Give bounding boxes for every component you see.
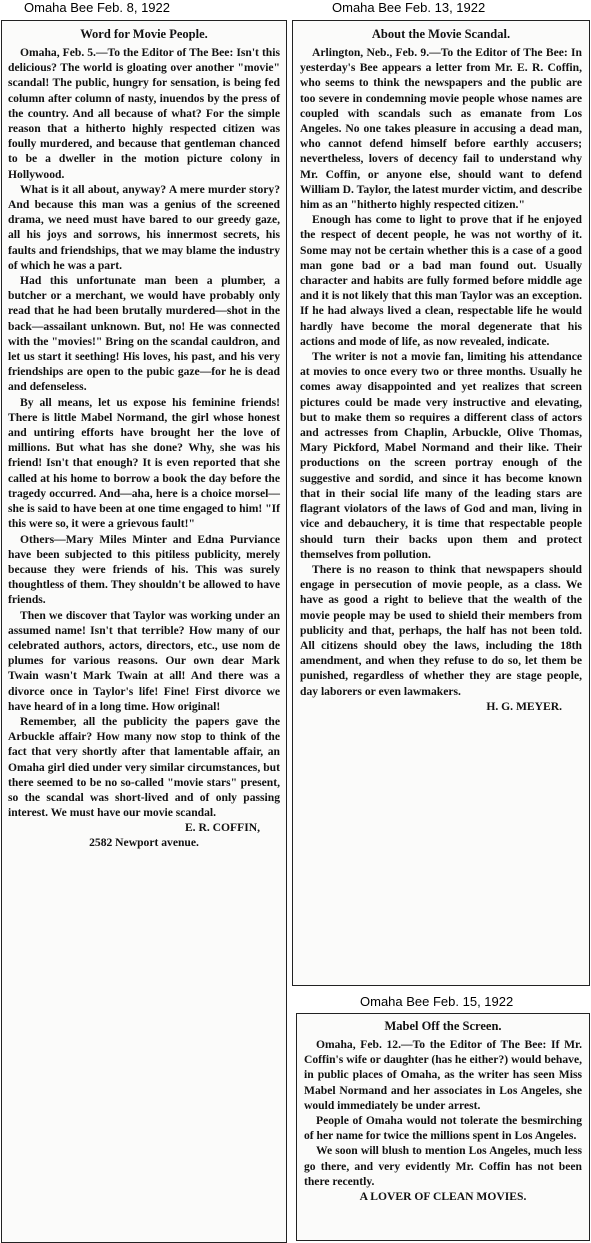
paragraph: What is it all about, anyway? A mere murder story? And because this man was a genius of the screened drama, we need must have bared to our greedy gaze, all his joys and sorrows, his innermost secrets, his faults and friendships, that we may blame the industry of which he was a part. bbox=[8, 182, 280, 272]
paragraph: Had this unfortunate man been a plumber, a butcher or a merchant, we would have probably only read that he had been brutally murdered—shot in the back—assailant unknown. But, no! He was connected with the "movies!" Bring on the scandal cauldron, and let us start it seething! His loves, his past, and his very friendships are open to the pubic gaze—for he is dead and defenseless. bbox=[8, 274, 280, 394]
signature: A LOVER OF CLEAN MOVIES. bbox=[359, 1190, 527, 1204]
paragraph: We soon will blush to mention Los Angeles, much less go there, and very evidently Mr. Coffin has not been there recently. bbox=[304, 1144, 582, 1188]
paragraph: The writer is not a movie fan, limiting his attendance at movies to once every two or three months. Usually he comes away disappointed and yet realizes that screen pictures could be made very instructive and elevating, but to make them so requires a different class of actors and actresses from Chaplin, Arbuckle, Olive Thomas, Mary Pickford, Mabel Normand and their like. Their productions on the screen portray enough of the suggestive and sordid, and since it has become known that in their social life many of the leading stars are flagrant violators of the laws of God and man, living in vice and debauchery, it is time that respectable people should turn their backs upon them and protect themselves from pollution. bbox=[300, 350, 582, 561]
paragraph: Others—Mary Miles Minter and Edna Purviance have been subjected to this pitiless publicity, merely because they were friends of his. This was surely thoughtless of them. They shouldn't be allowed to have friends. bbox=[8, 532, 280, 607]
letter-clipping-coffin bbox=[1, 20, 287, 1243]
paragraph: People of Omaha would not tolerate the besmirching of her name for twice the millions spent in Los Angeles. bbox=[304, 1114, 582, 1143]
letter-title: Mabel Off the Screen. bbox=[384, 1019, 502, 1033]
paragraph: Remember, all the publicity the papers gave the Arbuckle affair? How many now stop to think of the fact that very shortly after that lamentable affair, an Omaha girl died under very similar circumstances, but there seemed to be no so-called "movie stars" present, so the scandal was short-lived and of only passing interest. We must have our movie scandal. bbox=[8, 714, 280, 820]
paragraph: Omaha, Feb. 5.—To the Editor of The Bee: Isn't this delicious? The world is gloating over another "movie" scandal! The public, hungry for sensation, is being fed column after column of nasty, inuendos by the press of the country. And all because of what? For the simple reason that a hitherto highly respected citizen was foully murdered, and because that gentleman chanced to be a dweller in the motion picture colony in Hollywood. bbox=[8, 46, 280, 181]
paragraph: Then we discover that Taylor was working under an assumed name! Isn't that terrible? How many of our celebrated authors, actors, directors, etc., use nom de plumes for various reasons. Our own dear Mark Twain wasn't Mark Twain at all! And there was a divorce once in Taylor's life! Fine! First divorce we have heard of in a long time. How original! bbox=[8, 608, 280, 713]
caption-left: Omaha Bee Feb. 8, 1922 bbox=[24, 0, 170, 15]
signature: E. R. COFFIN, bbox=[184, 821, 260, 835]
paragraph: Arlington, Neb., Feb. 9.—To the Editor of The Bee: In yesterday's Bee appears a letter from Mr. E. R. Coffin, who seems to think the newspapers and the public are too severe in condemning movie people whose names are coupled with scandals such as emanate from Los Angeles. No one takes pleasure in accusing a dead man, who cannot defend himself before earthly accusers; nevertheless, lovers of decency fail to understand why Mr. Coffin, or anyone else, should want to defend William D. Taylor, the latest murder victim, and describe him as an "hitherto highly respected citizen." bbox=[300, 46, 582, 212]
letter-clipping-clean-movies bbox=[296, 1013, 590, 1241]
caption-bottom-right: Omaha Bee Feb. 15, 1922 bbox=[360, 994, 514, 1009]
paragraph: Omaha, Feb. 12.—To the Editor of The Bee: If Mr. Coffin's wife or daughter (has he either?) would behave, in public places of Omaha, as the writer has seen Miss Mabel Normand and her associates in Los Angeles, she would immediately be under arrest. bbox=[304, 1038, 582, 1112]
paragraph: By all means, let us expose his feminine friends! There is little Mabel Normand, the girl whose honest and untiring efforts have brought her the love of millions. But what has she done? Why, she was his friend! Isn't that enough? It is even reported that she called at his home to borrow a book the day before the tragedy occurred. And—aha, here is a choice morsel—she is said to have been at one time engaged to him! "If this were so, it were a grievous fault!" bbox=[8, 395, 280, 531]
address: 2582 Newport avenue. bbox=[89, 836, 199, 850]
letter-title: Word for Movie People. bbox=[80, 27, 208, 41]
signature: H. G. MEYER. bbox=[486, 699, 562, 713]
letter-clipping-meyer bbox=[292, 20, 590, 986]
paragraph: There is no reason to think that newspapers should engage in persecution of movie people, as a class. We have as good a right to believe that the wealth of the movie people may be used to shield their members from publicity and that, perhaps, the half has not been told. All citizens should obey the laws, including the 18th amendment, and when they refuse to do so, let them be punished, regardless of whether they are stage people, day laborers or even lawmakers. bbox=[300, 562, 582, 698]
caption-right: Omaha Bee Feb. 13, 1922 bbox=[332, 0, 486, 15]
paragraph: Enough has come to light to prove that if he enjoyed the respect of decent people, he was not worthy of it. Some may not be certain whether this is a case of a good man gone bad or a bad man found out. Usually character and habits are fully formed before middle age and it is not likely that this man Taylor was an exception. If he had always lived a clean, respectable life he would hardly have become the moral degenerate that his actions and mode of life, as now revealed, indicate. bbox=[300, 213, 582, 348]
letter-title: About the Movie Scandal. bbox=[371, 27, 511, 41]
